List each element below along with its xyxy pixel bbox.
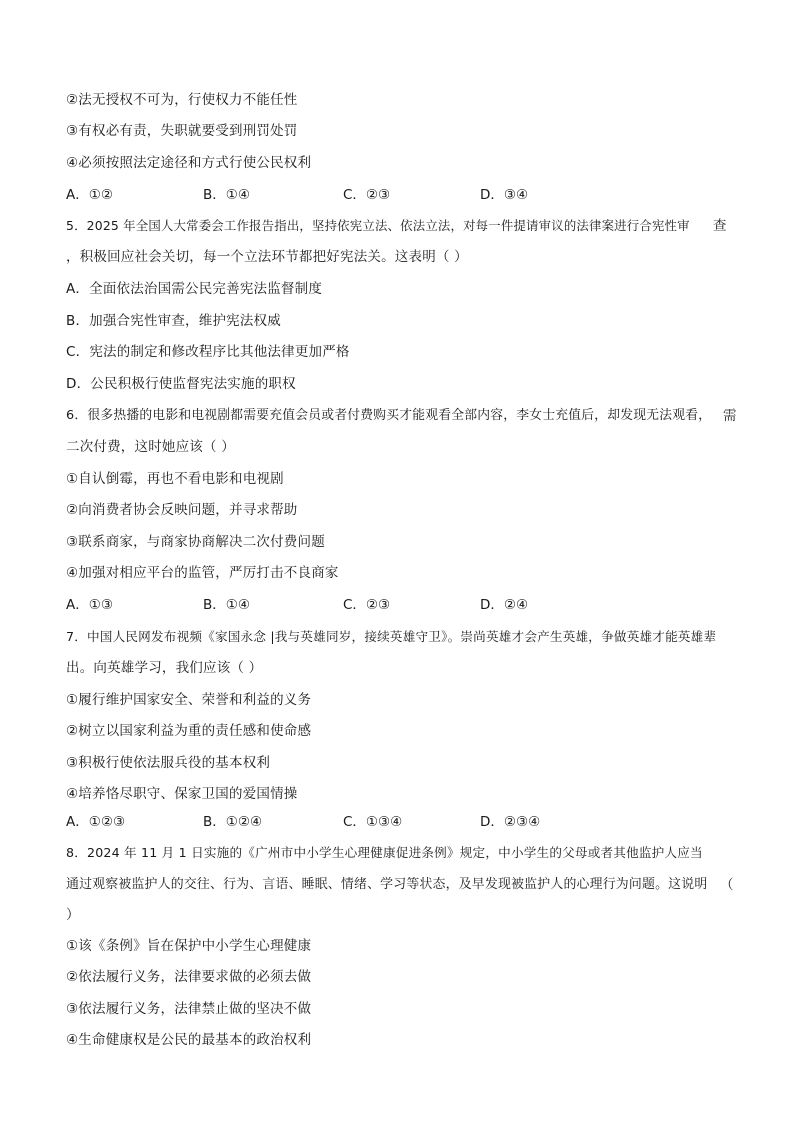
q8-option-2: ②依法履行义务，法律要求做的必须去做 bbox=[66, 969, 312, 985]
q4-choice-b: B．①④ bbox=[203, 187, 250, 203]
q8-option-4: ④生命健康权是公民的最基本的政治权利 bbox=[66, 1032, 312, 1048]
q5-stem-line-1-tail: 查 bbox=[713, 218, 727, 234]
q5-option-a: A．全面依法治国需公民完善宪法监督制度 bbox=[66, 281, 323, 297]
q8-stem-line-2-tail: （ bbox=[720, 877, 734, 893]
q8-stem-line-2: 通过观察被监护人的交往、行为、言语、睡眠、情绪、学习等状态，及早发现被监护人的心理行为问题。这说明 bbox=[66, 877, 708, 892]
q7-stem-line-1: 7．中国人民网发布视频《家国永念 |我与英雄同岁，接续英雄守卫》。崇尚英雄才会产生英雄，争做英雄才能英雄辈 bbox=[66, 629, 717, 644]
q8-stem-line-3: ） bbox=[66, 907, 80, 923]
q6-stem-line-1-tail: 需 bbox=[723, 408, 737, 424]
q7-choice-c: C．①③④ bbox=[343, 814, 403, 830]
q4-option-3: ③有权必有责，失职就要受到刑罚处罚 bbox=[66, 123, 298, 139]
q6-stem-line-2: 二次付费，这时她应该（ ） bbox=[66, 439, 235, 455]
q4-choice-c: C．②③ bbox=[343, 187, 391, 203]
q7-choice-d: D．②③④ bbox=[480, 814, 541, 830]
q6-option-4: ④加强对相应平台的监管，严厉打击不良商家 bbox=[66, 565, 339, 581]
q6-choice-a: A．①③ bbox=[66, 597, 113, 613]
q8-option-1: ①该《条例》旨在保护中小学生心理健康 bbox=[66, 938, 312, 954]
q5-stem-line-1: 5．2025 年全国人大常委会工作报告指出，坚持依宪立法、依法立法，对每一件提请审议的法律案进行合宪性审 bbox=[66, 218, 690, 233]
q6-choice-c: C．②③ bbox=[343, 597, 391, 613]
q6-option-1: ①自认倒霉，再也不看电影和电视剧 bbox=[66, 471, 284, 487]
q5-option-b: B．加强合宪性审查，维护宪法权威 bbox=[66, 313, 281, 329]
q7-option-1: ①履行维护国家安全、荣誉和利益的义务 bbox=[66, 692, 312, 708]
q6-option-3: ③联系商家，与商家协商解决二次付费问题 bbox=[66, 534, 325, 550]
q7-option-2: ②树立以国家利益为重的责任感和使命感 bbox=[66, 723, 312, 739]
q4-choice-d: D．③④ bbox=[480, 187, 529, 203]
q7-option-3: ③积极行使依法服兵役的基本权利 bbox=[66, 755, 271, 771]
q5-option-c: C．宪法的制定和修改程序比其他法律更加严格 bbox=[66, 344, 350, 360]
q6-option-2: ②向消费者协会反映问题，并寻求帮助 bbox=[66, 502, 298, 518]
q6-choice-d: D．②④ bbox=[480, 597, 529, 613]
q6-stem-line-1: 6．很多热播的电影和电视剧都需要充值会员或者付费购买才能观看全部内容，李女士充值后，却发现无法观看， bbox=[66, 408, 712, 423]
q7-option-4: ④培养恪尽职守、保家卫国的爱国情操 bbox=[66, 786, 298, 802]
q7-choice-a: A．①②③ bbox=[66, 814, 126, 830]
q4-option-4: ④必须按照法定途径和方式行使公民权利 bbox=[66, 155, 312, 171]
q7-stem-line-2: 出。向英雄学习，我们应该（ ） bbox=[66, 660, 263, 676]
q4-choice-a: A．①② bbox=[66, 187, 113, 203]
q5-stem-line-2: ，积极回应社会关切，每一个立法环节都把好宪法关。这表明（ ） bbox=[66, 249, 468, 265]
q8-stem-line-1: 8．2024 年 11 月 1 日实施的《广州市中小学生心理健康促进条例》规定，中小学生的父母或者其他监护人应当 bbox=[66, 845, 703, 860]
q8-option-3: ③依法履行义务，法律禁止做的坚决不做 bbox=[66, 1001, 312, 1017]
q7-choice-b: B．①②④ bbox=[203, 814, 263, 830]
q4-option-2: ②法无授权不可为，行使权力不能任性 bbox=[66, 92, 298, 108]
q5-option-d: D．公民积极行使监督宪法实施的职权 bbox=[66, 376, 296, 392]
q6-choice-b: B．①④ bbox=[203, 597, 250, 613]
